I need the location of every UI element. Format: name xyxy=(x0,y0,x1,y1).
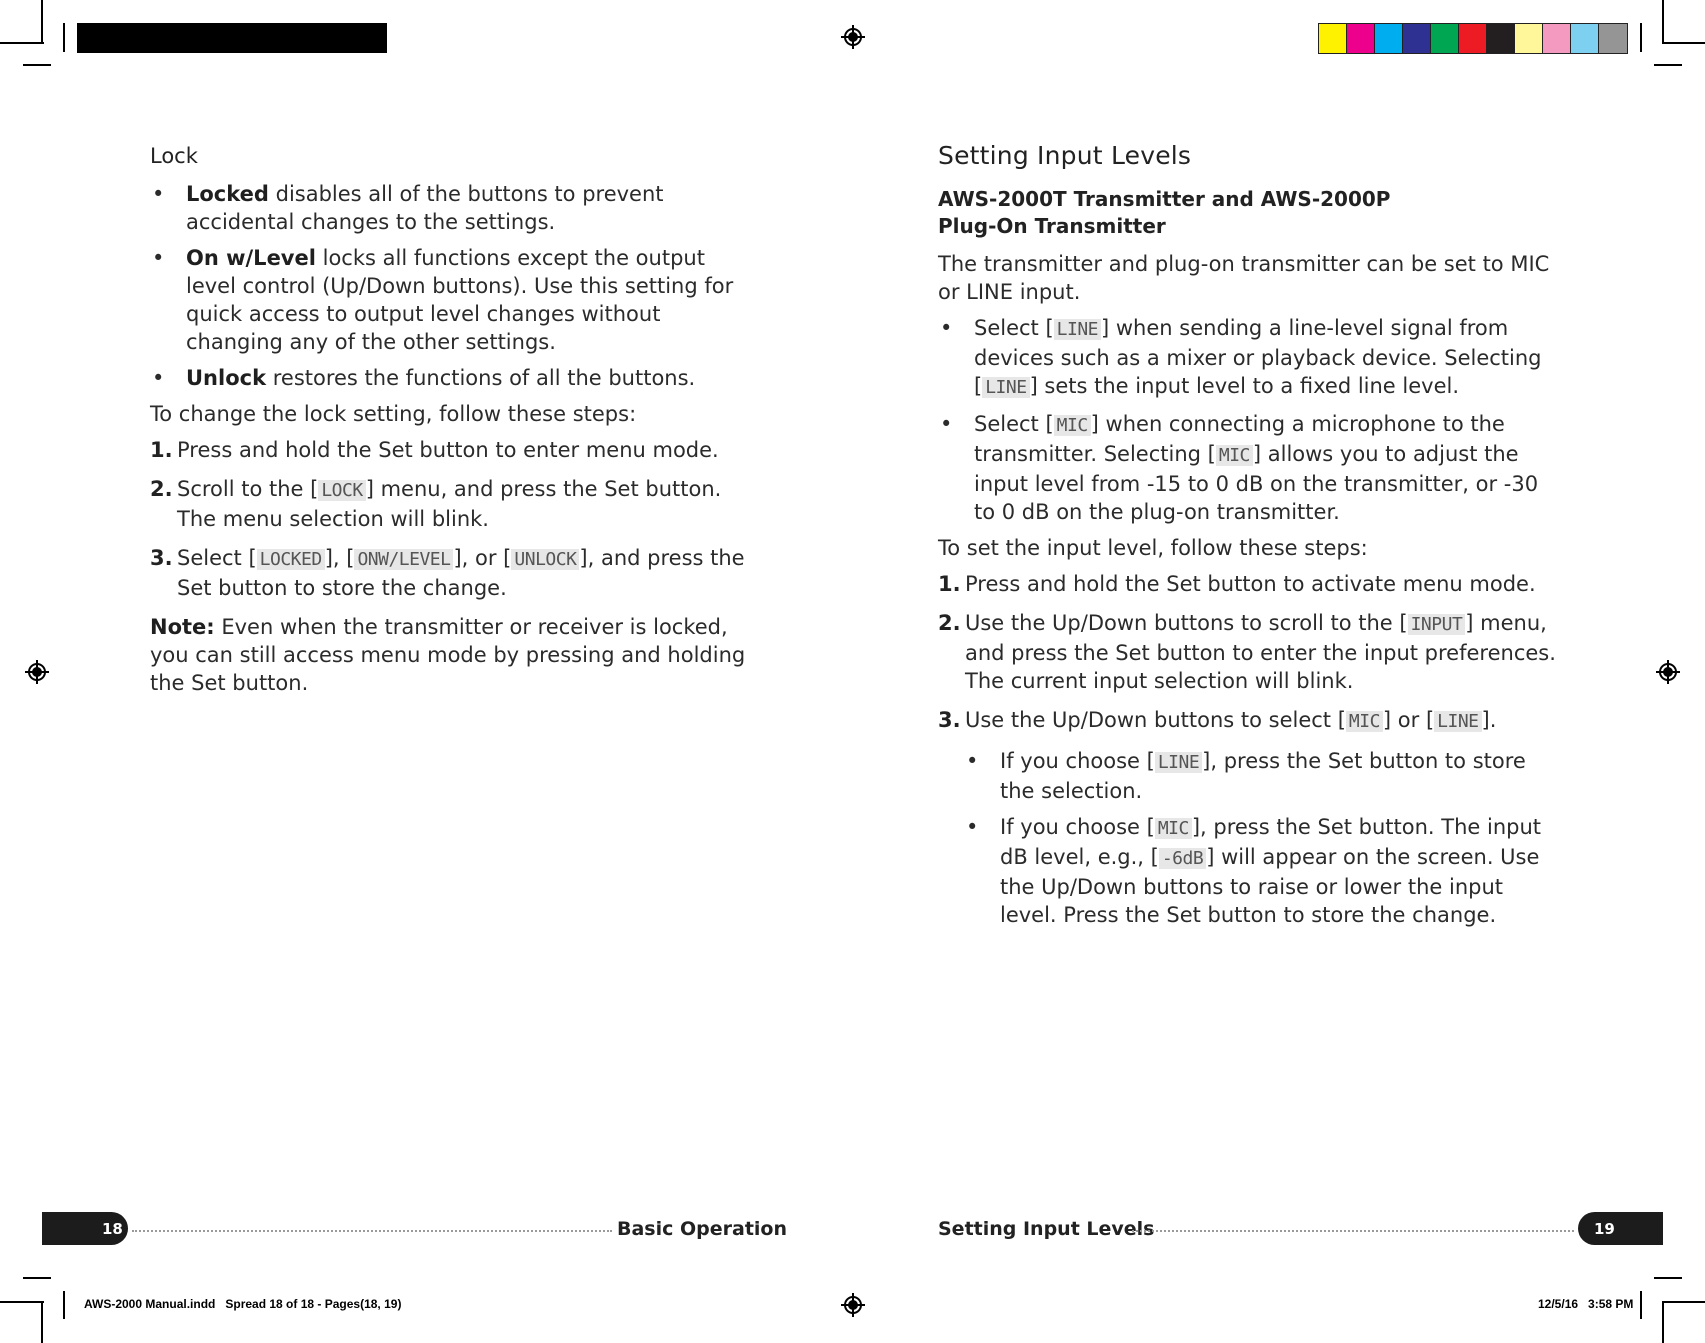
bullet-icon: • xyxy=(152,246,165,270)
text-run: Use the Up/Down buttons to scroll to the [ xyxy=(965,611,1408,635)
menu-code: INPUT xyxy=(1408,614,1466,635)
menu-code: LINE xyxy=(982,377,1029,398)
color-swatch xyxy=(1543,24,1571,53)
input-choice-list xyxy=(964,747,1558,929)
list-item xyxy=(964,813,1558,929)
step-item xyxy=(150,544,760,602)
section-subheading xyxy=(938,186,1558,240)
crop-mark-bottom-right-h xyxy=(1654,1277,1682,1279)
step-item xyxy=(938,706,1558,736)
step-number: 1. xyxy=(938,572,961,596)
list-item xyxy=(150,180,760,236)
text-run: ], and press the Set button to store the change. xyxy=(177,546,745,600)
text-run: Use the Up/Down buttons to select [ xyxy=(965,708,1346,732)
bullet-icon: • xyxy=(966,749,979,773)
text-run: Scroll to the [ xyxy=(177,477,319,501)
crop-mark-bottom-right-v2 xyxy=(1640,1291,1642,1319)
text-run: ] when connecting a microphone to the transmitter. Selecting [ xyxy=(974,412,1505,466)
text-run: ], press the Set button to store the selection. xyxy=(1000,749,1526,803)
step-number: 1. xyxy=(150,438,173,462)
crop-mark-top-right-v2 xyxy=(1640,23,1642,52)
bullet-icon: • xyxy=(940,412,953,436)
section-heading: Lock xyxy=(150,144,198,168)
footer-section-label: Setting Input Levels xyxy=(938,1218,1155,1240)
crop-mark-bottom-left-h2 xyxy=(0,1301,44,1303)
text-run: ]. xyxy=(1481,708,1497,732)
menu-code: LINE xyxy=(1155,752,1202,773)
text-run: Select [ xyxy=(974,316,1054,340)
crop-mark-top-left-h2 xyxy=(23,64,51,66)
subheading-line-1: AWS-2000T Transmitter and AWS-2000P xyxy=(938,187,1391,211)
color-swatch xyxy=(1375,24,1403,53)
color-swatch xyxy=(1347,24,1375,53)
crop-mark-bottom-right-v xyxy=(1662,1301,1664,1343)
text-run: ] sets the input level to a fixed line level. xyxy=(1029,374,1460,398)
option-term: Unlock xyxy=(186,366,267,390)
note-label: Note: xyxy=(150,615,215,639)
page-number: 18 xyxy=(102,1220,123,1238)
text-run: Press and hold the Set button to enter menu mode. xyxy=(177,438,719,462)
option-description: restores the functions of all the buttons. xyxy=(266,366,696,390)
menu-code: ONW/LEVEL xyxy=(354,549,453,570)
step-number: 2. xyxy=(938,611,961,635)
crop-mark-bottom-left-v2 xyxy=(63,1291,65,1319)
option-term: Locked xyxy=(186,182,269,206)
page-number-tab-left xyxy=(42,1212,128,1245)
step-item xyxy=(938,609,1558,695)
crop-mark-top-left-v2 xyxy=(63,23,65,52)
steps-intro: To change the lock setting, follow these steps: xyxy=(150,402,637,426)
menu-code: UNLOCK xyxy=(511,549,579,570)
black-print-bar xyxy=(77,23,387,53)
color-swatch xyxy=(1515,24,1543,53)
bullet-icon: • xyxy=(966,815,979,839)
menu-code: MIC xyxy=(1155,818,1192,839)
print-slug-timestamp: 12/5/16 3:58 PM xyxy=(1538,1297,1634,1311)
list-item xyxy=(150,364,760,392)
text-run: ] menu, and press the Set button to enter the input preferences. The current input selection will blink. xyxy=(965,611,1556,693)
list-item xyxy=(964,747,1558,805)
option-description: disables all of the buttons to prevent accidental changes to the settings. xyxy=(186,182,664,234)
note-paragraph xyxy=(150,613,760,697)
text-run: Select [ xyxy=(974,412,1054,436)
list-item xyxy=(938,314,1558,402)
text-run: ] or [ xyxy=(1382,708,1435,732)
crop-mark-top-left-h xyxy=(0,42,44,44)
text-run: ] allows you to adjust the input level from -15 to 0 dB on the transmitter, or -30 to 0 dB on the plug-on transmitter. xyxy=(974,442,1539,524)
right-page xyxy=(938,142,1558,937)
color-swatch-bar xyxy=(1318,23,1628,54)
color-swatch xyxy=(1319,24,1347,53)
bullet-icon: • xyxy=(152,182,165,206)
color-swatch xyxy=(1599,24,1627,53)
crop-mark-top-left-v xyxy=(41,0,43,44)
registration-mark-icon xyxy=(841,25,865,49)
crop-mark-bottom-right-h2 xyxy=(1662,1301,1705,1303)
subheading-line-2: Plug-On Transmitter xyxy=(938,214,1166,238)
page-number-tab-right xyxy=(1578,1212,1663,1245)
menu-code: LOCK xyxy=(318,480,365,501)
color-swatch xyxy=(1459,24,1487,53)
step-item xyxy=(150,475,760,533)
menu-code: LINE xyxy=(1054,319,1101,340)
menu-code: MIC xyxy=(1216,445,1253,466)
registration-mark-icon xyxy=(25,660,49,684)
option-description: locks all functions except the output level control (Up/Down buttons). Use this setting for quick access to output level changes without changing any of the other settings. xyxy=(186,246,734,354)
step-number: 3. xyxy=(150,546,173,570)
bullet-icon: • xyxy=(940,316,953,340)
crop-mark-top-right-h2 xyxy=(1654,64,1682,66)
menu-code: -6dB xyxy=(1159,848,1206,869)
color-swatch xyxy=(1571,24,1599,53)
menu-code: LINE xyxy=(1434,711,1481,732)
footer-section-label: Basic Operation xyxy=(617,1218,788,1240)
menu-code: LOCKED xyxy=(257,549,325,570)
text-run: ] will appear on the screen. Use the Up/Down buttons to raise or lower the input level. Press the Set button to store the change. xyxy=(1000,845,1540,927)
footer-leader-dots xyxy=(132,1230,612,1232)
step-number: 2. xyxy=(150,477,173,501)
text-run: ], or [ xyxy=(453,546,512,570)
registration-mark-icon xyxy=(841,1293,865,1317)
left-page xyxy=(150,142,760,705)
steps-intro: To set the input level, follow these steps: xyxy=(938,536,1368,560)
text-run: Select [ xyxy=(177,546,257,570)
text-run: If you choose [ xyxy=(1000,815,1155,839)
lock-steps-list xyxy=(150,436,760,602)
print-slug-file-info: AWS-2000 Manual.indd Spread 18 of 18 - Pages(18, 19) xyxy=(84,1297,402,1311)
input-types-list xyxy=(938,314,1558,526)
step-number: 3. xyxy=(938,708,961,732)
registration-mark-icon xyxy=(1656,660,1680,684)
color-swatch xyxy=(1431,24,1459,53)
page-title: Setting Input Levels xyxy=(938,141,1192,170)
menu-code: MIC xyxy=(1054,415,1091,436)
crop-mark-top-right-v xyxy=(1662,0,1664,44)
list-item xyxy=(938,410,1558,526)
step-item xyxy=(150,436,760,464)
lock-options-list xyxy=(150,180,760,392)
text-run: ] when sending a line-level signal from devices such as a mixer or playback device. Selecting [ xyxy=(974,316,1542,398)
text-run: ] menu, and press the Set button. The menu selection will blink. xyxy=(177,477,722,531)
text-run: If you choose [ xyxy=(1000,749,1155,773)
note-text: Even when the transmitter or receiver is locked, you can still access menu mode by pressing and holding the Set button. xyxy=(150,615,746,695)
text-run: ], press the Set button. The input dB level, e.g., [ xyxy=(1000,815,1542,869)
crop-mark-top-right-h xyxy=(1662,42,1705,44)
intro-paragraph: The transmitter and plug-on transmitter can be set to MIC or LINE input. xyxy=(938,252,1550,304)
menu-code: MIC xyxy=(1346,711,1383,732)
page-number: 19 xyxy=(1594,1220,1615,1238)
crop-mark-bottom-left-v xyxy=(41,1301,43,1343)
input-level-steps-list xyxy=(938,570,1558,736)
text-run: Press and hold the Set button to activate menu mode. xyxy=(965,572,1536,596)
color-swatch xyxy=(1487,24,1515,53)
step-item xyxy=(938,570,1558,598)
list-item xyxy=(150,244,760,356)
footer-leader-dots xyxy=(1132,1230,1574,1232)
text-run: ], [ xyxy=(324,546,355,570)
crop-mark-bottom-left-h xyxy=(23,1277,51,1279)
option-term: On w/Level xyxy=(186,246,316,270)
bullet-icon: • xyxy=(152,366,165,390)
color-swatch xyxy=(1403,24,1431,53)
